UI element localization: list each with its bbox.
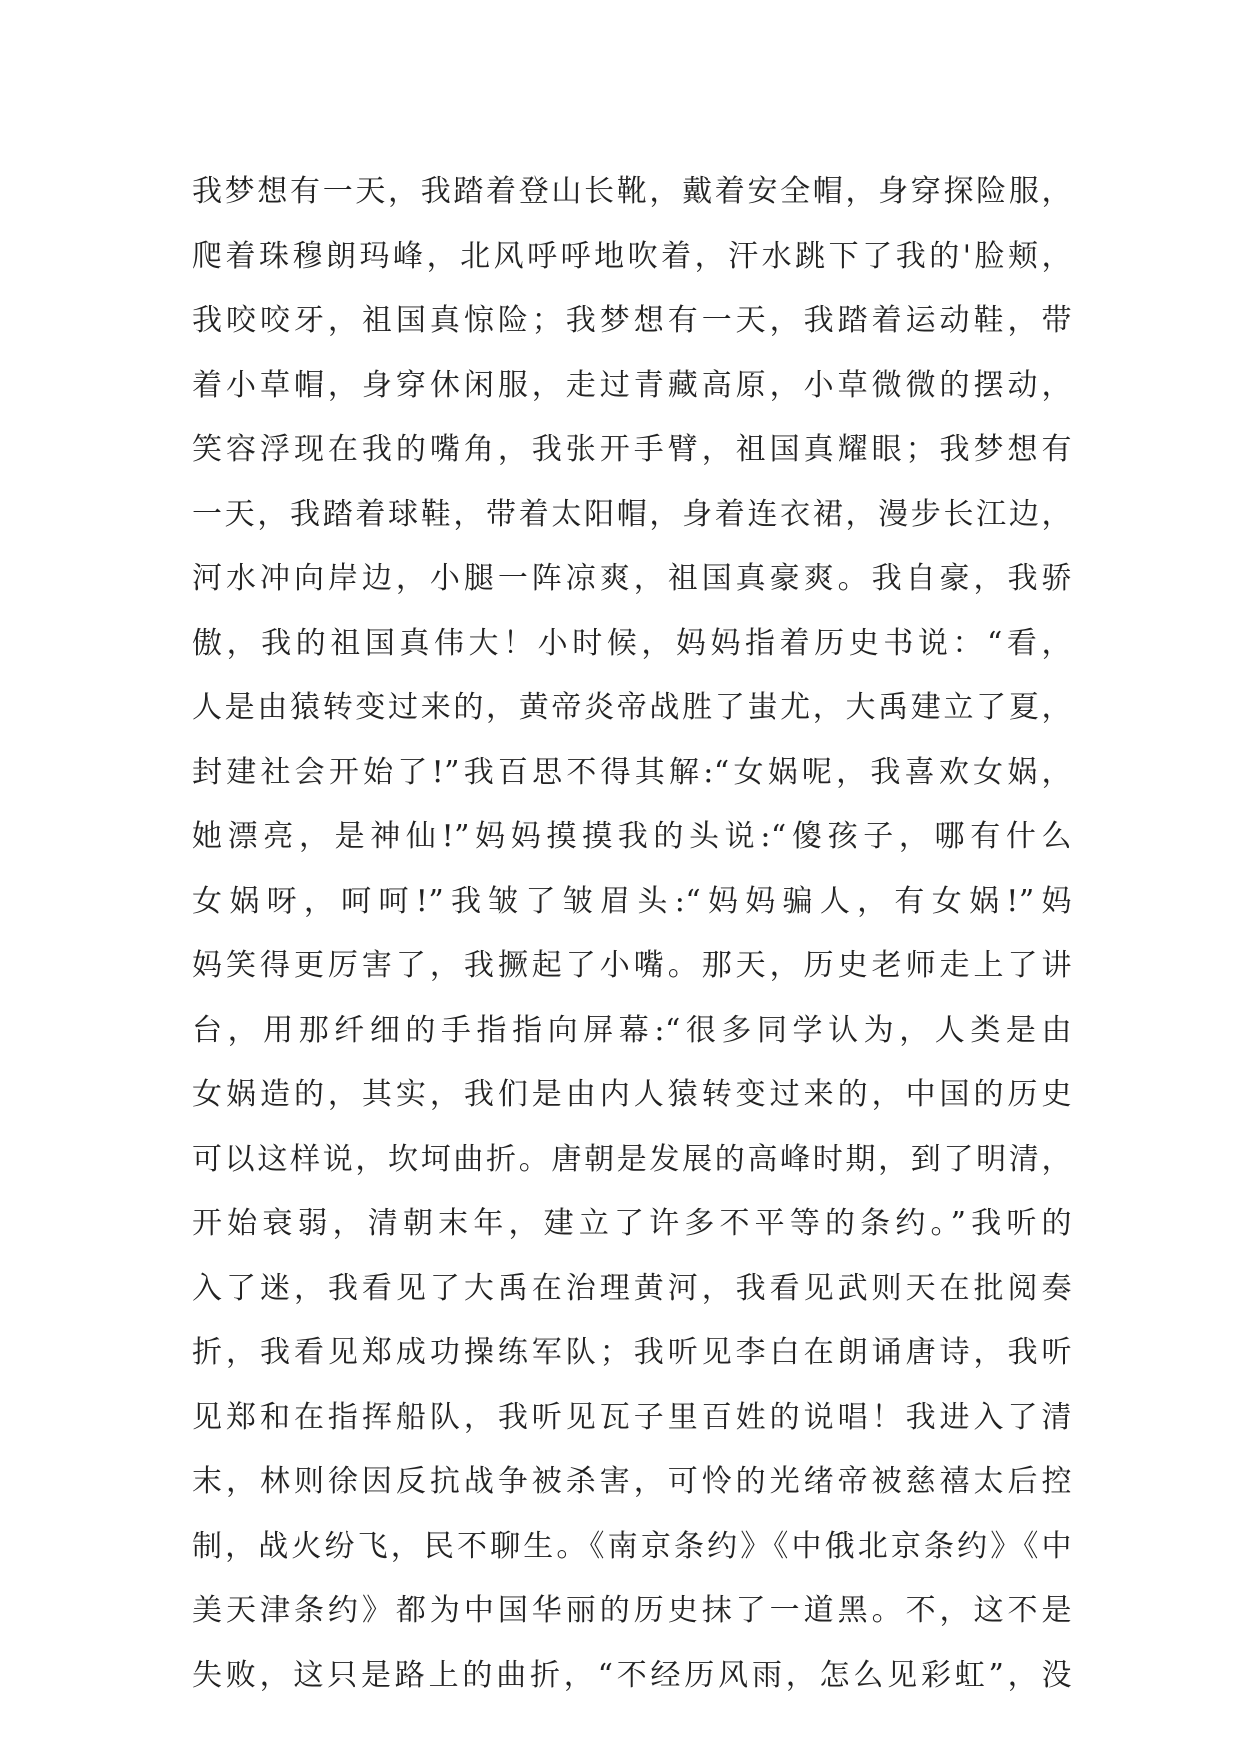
text-line: 一天，我踏着球鞋，带着太阳帽，身着连衣裙，漫步长江边，	[192, 496, 1072, 532]
text-line: 台，用那纤细的手指指向屏幕:“很多同学认为，人类是由	[192, 1012, 1072, 1048]
text-line: 人是由猿转变过来的，黄帝炎帝战胜了蚩尤，大禹建立了夏，	[192, 690, 1072, 725]
text-line: 她漂亮，是神仙!”妈妈摸摸我的头说:“傻孩子，哪有什么	[192, 819, 1072, 854]
text-line: 女娲呀，呵呵!”我皱了皱眉头:“妈妈骗人，有女娲!”妈	[192, 883, 1072, 919]
text-line: 折，我看见郑成功操练军队；我听见李白在朗诵唐诗，我听	[192, 1335, 1072, 1370]
text-line: 美天津条约》都为中国华丽的历史抹了一道黑。不，这不是	[192, 1593, 1072, 1628]
text-line: 傲，我的祖国真伟大！小时候，妈妈指着历史书说：“看，	[192, 625, 1072, 661]
text-line: 着小草帽，身穿休闲服，走过青藏高原，小草微微的摆动，	[192, 367, 1072, 403]
text-line: 制，战火纷飞，民不聊生。《南京条约》《中俄北京条约》《中	[192, 1528, 1072, 1564]
text-line: 入了迷，我看见了大禹在治理黄河，我看见武则天在批阅奏	[192, 1270, 1072, 1306]
text-line: 笑容浮现在我的嘴角，我张开手臂，祖国真耀眼；我梦想有	[192, 432, 1072, 467]
text-line: 末，林则徐因反抗战争被杀害，可怜的光绪帝被慈禧太后控	[192, 1464, 1072, 1499]
text-line: 封建社会开始了!”我百思不得其解:“女娲呢，我喜欢女娲，	[192, 754, 1072, 790]
text-line: 见郑和在指挥船队，我听见瓦子里百姓的说唱！我进入了清	[192, 1399, 1072, 1435]
text-line: 开始衰弱，清朝末年，建立了许多不平等的条约。”我听的	[192, 1206, 1072, 1241]
text-line: 可以这样说，坎坷曲折。唐朝是发展的高峰时期，到了明清，	[192, 1141, 1072, 1177]
text-line: 女娲造的，其实，我们是由内人猿转变过来的，中国的历史	[192, 1077, 1072, 1112]
body-text	[192, 160, 1072, 1708]
text-line: 妈笑得更厉害了，我撅起了小嘴。那天，历史老师走上了讲	[192, 948, 1072, 983]
text-line: 我咬咬牙，祖国真惊险；我梦想有一天，我踏着运动鞋，带	[192, 303, 1072, 338]
text-line: 河水冲向岸边，小腿一阵凉爽，祖国真豪爽。我自豪，我骄	[192, 561, 1072, 596]
text-line: 爬着珠穆朗玛峰，北风呼呼地吹着，汗水跳下了我的'脸颊，	[192, 238, 1072, 274]
text-line: 失败，这只是路上的曲折，“不经历风雨，怎么见彩虹”，没	[192, 1657, 1072, 1693]
text-line: 我梦想有一天，我踏着登山长靴，戴着安全帽，身穿探险服，	[192, 174, 1072, 209]
